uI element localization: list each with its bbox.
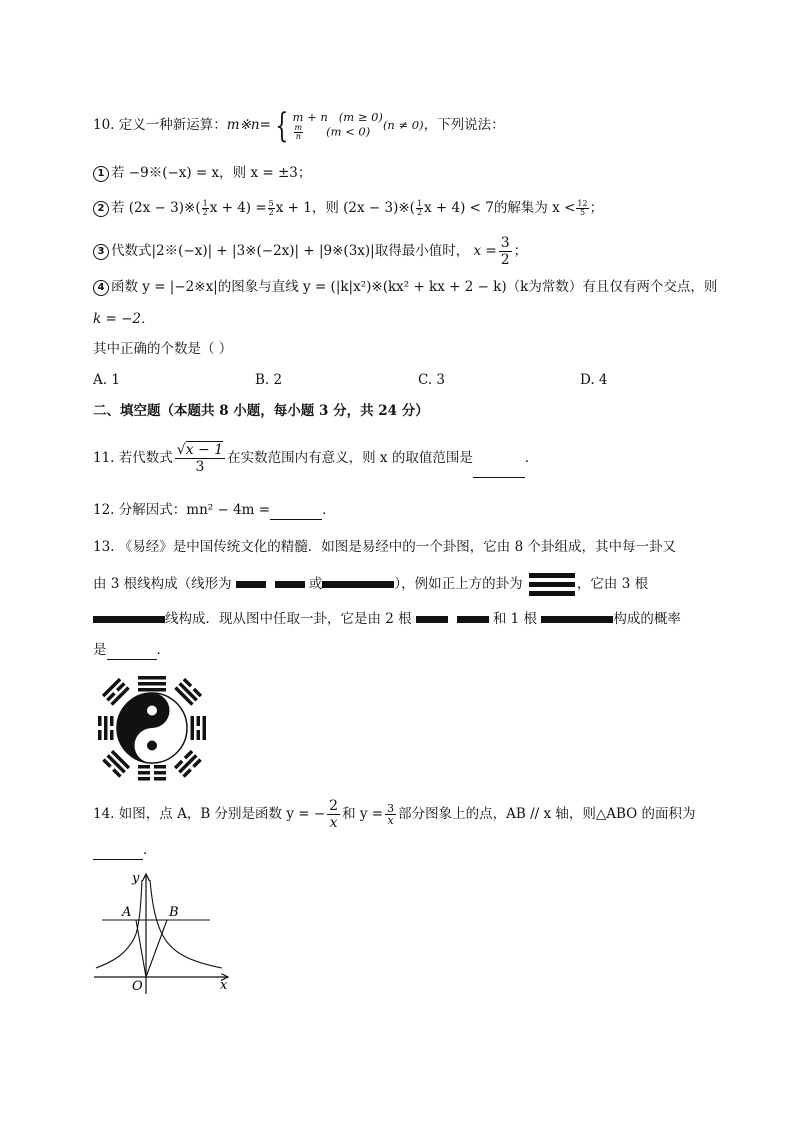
q10-tail-cond: (n ≠ 0) [382, 118, 424, 132]
broken-line-symbol-2 [275, 581, 305, 588]
trigram-top-icon [138, 676, 166, 692]
trigram-left-icon [98, 716, 114, 740]
q10-number: 10. [93, 117, 115, 133]
q12-number: 12. [93, 502, 115, 518]
q10-option-b[interactable]: B. 2 [255, 372, 283, 388]
q14-number: 14. [93, 806, 115, 822]
q10-option-c[interactable]: C. 3 [418, 372, 446, 388]
q10-s4-text: 函数 y = |−2※x|的图象与直线 y = (|k|x²)※(kx² + kx + 2 − k)（k为常数）有且仅有两个交点，则 [111, 279, 718, 295]
q10-option-d[interactable]: D. 4 [580, 372, 608, 388]
bagua-figure [96, 674, 208, 782]
q13-line-2 [93, 573, 648, 596]
q13-line-3 [93, 609, 681, 629]
trigram-bottom-left-icon [102, 750, 130, 778]
trigram-bottom-icon [138, 765, 166, 781]
q11-text-b: 在实数范围内有意义，则 x 的取值范围是 [227, 450, 473, 466]
q10-intro: 定义一种新运算： [118, 117, 227, 133]
q10-statement-3 [93, 233, 527, 269]
curve-right [150, 880, 222, 968]
segment-oa [136, 920, 146, 977]
q11-fraction: $\frac{√x - 1}{3}$ [176, 442, 224, 475]
q14-answer-blank[interactable] [93, 859, 143, 860]
q10-statement-1 [93, 163, 311, 183]
q10-s4-conclusion: k = −2． [93, 311, 155, 327]
q14-frac-2: $\frac{3}{x}$ [387, 802, 395, 827]
y-axis-label: y [132, 871, 140, 886]
q12-text: 分解因式：mn² − 4m = [118, 502, 271, 518]
trigram-top-left-icon [102, 678, 130, 706]
q10-s2-frac-half: $\frac{1}{2}$ [202, 199, 208, 217]
q14-text-b: 和 y = [342, 806, 384, 822]
q14-line-2 [93, 840, 157, 860]
x-axis-label: x [220, 978, 228, 993]
q13-text-2a: 由 3 根线构成（线形为 [93, 576, 232, 592]
q10-case1-cond: (m ≥ 0) [338, 110, 383, 124]
q10-case2-frac: $\frac{m}{n}$ [294, 123, 303, 141]
circled-number-4: 4 [93, 280, 109, 296]
q10-question: 其中正确的个数是（ ） [93, 341, 233, 357]
circled-number-1: 1 [93, 166, 109, 182]
q14-text-c: 部分图象上的点，AB // x 轴，则△ABO 的面积为 [398, 806, 696, 822]
curve-left [96, 880, 142, 968]
trigram-bottom-right-icon [174, 750, 202, 778]
q13-text-3a: 线构成．现从图中任取一卦，它是由 2 根 [165, 611, 412, 627]
q14-stem [93, 796, 696, 832]
segment-ob [146, 920, 167, 977]
q14-frac-1: $\frac{2}{x}$ [329, 798, 339, 831]
circled-number-2: 2 [93, 201, 109, 217]
q10-s2-e: x + 4) < 7的解集为 x < [424, 200, 576, 216]
trigram-top-right-icon [174, 678, 202, 706]
origin-label: O [132, 979, 143, 994]
q13-text-2c: ），例如正上方的卦为 [394, 576, 523, 592]
trigram-qian-icon [529, 573, 575, 596]
q10-case2-cond: (m < 0) [326, 124, 371, 139]
q11-text-a: 若代数式 [118, 450, 173, 466]
q13-text-2b: 或 [308, 576, 323, 592]
q10-s2-end: ； [589, 200, 604, 216]
broken-line-symbol-3 [416, 616, 448, 623]
q13-end: ． [156, 642, 170, 658]
q13-number: 13. [93, 539, 115, 555]
solid-line-symbol-4 [541, 616, 613, 623]
q13-text-2d: ，它由 3 根 [576, 576, 649, 592]
q11-stem [93, 438, 538, 478]
q11-answer-blank[interactable] [473, 477, 525, 478]
q10-s3-x: x = [473, 243, 497, 259]
q13-text-3c: 构成的概率 [613, 611, 681, 627]
q12-answer-blank[interactable] [270, 519, 322, 520]
q10-s3-frac: $\frac{3}{2}$ [500, 235, 510, 268]
q10-s2-frac-half-2: $\frac{1}{2}$ [416, 199, 423, 217]
q10-s3-end: ； [513, 243, 528, 259]
solid-line-symbol-3 [93, 616, 165, 623]
q10-s2-b: x + 4) = [209, 200, 267, 216]
section-heading: 二、填空题（本题共 8 小题，每小题 3 分，共 24 分） [93, 403, 429, 419]
q13-line-1 [93, 537, 676, 557]
q12-stem [93, 500, 336, 520]
q10-statement-4 [93, 277, 717, 297]
q13-text-3b: 和 1 根 [492, 611, 538, 627]
q12-end: ． [322, 502, 336, 518]
q10-s2-d: x + 1，则 (2x − 3)※( [275, 200, 415, 216]
q10-s3-text: 代数式|2※(−x)| + |3※(−2x)| + |9※(3x)|取得最小值时， [111, 243, 470, 259]
q10-piecewise [293, 110, 383, 141]
q10-s2-a: 若 (2x − 3)※( [111, 200, 201, 216]
q10-statement-2 [93, 196, 603, 220]
q11-end: ． [524, 450, 539, 466]
q10-s1-text: 若 −9※(−x) = x，则 x = ±3； [111, 165, 312, 181]
q13-text-4: 是 [93, 642, 107, 658]
q14-text-a: 如图，点 A，B 分别是函数 y = − [118, 806, 326, 822]
q10-case1-expr: m + n [292, 110, 328, 124]
q13-line-4 [93, 640, 170, 660]
q10-option-a[interactable]: A. 1 [93, 372, 120, 388]
q10-s2-frac-5-2: $\frac{5}{2}$ [268, 199, 274, 217]
function-graph [92, 868, 234, 996]
q10-brace: { [275, 105, 289, 146]
q14-end: ． [143, 842, 157, 858]
trigram-right-icon [191, 716, 207, 740]
q10-op: m※n= [226, 117, 271, 133]
q10-s2-frac-12-5: $\frac{12}{5}$ [577, 199, 588, 217]
q13-text-1: 《易经》是中国传统文化的精髓．如图是易经中的一个卦图，它由 8 个卦组成，其中每一卦又 [118, 539, 676, 555]
broken-line-symbol [236, 581, 266, 588]
broken-line-symbol-4 [457, 616, 489, 623]
q10-tail: ，下列说法： [423, 117, 505, 133]
q10-stem [93, 106, 505, 144]
solid-line-symbol [322, 581, 394, 588]
circled-number-3: 3 [93, 244, 109, 260]
point-a-label: A [122, 905, 132, 920]
yin-yang-icon [117, 693, 187, 763]
q13-answer-blank[interactable] [107, 659, 157, 660]
point-b-label: B [169, 905, 179, 920]
q11-number: 11. [93, 450, 115, 466]
